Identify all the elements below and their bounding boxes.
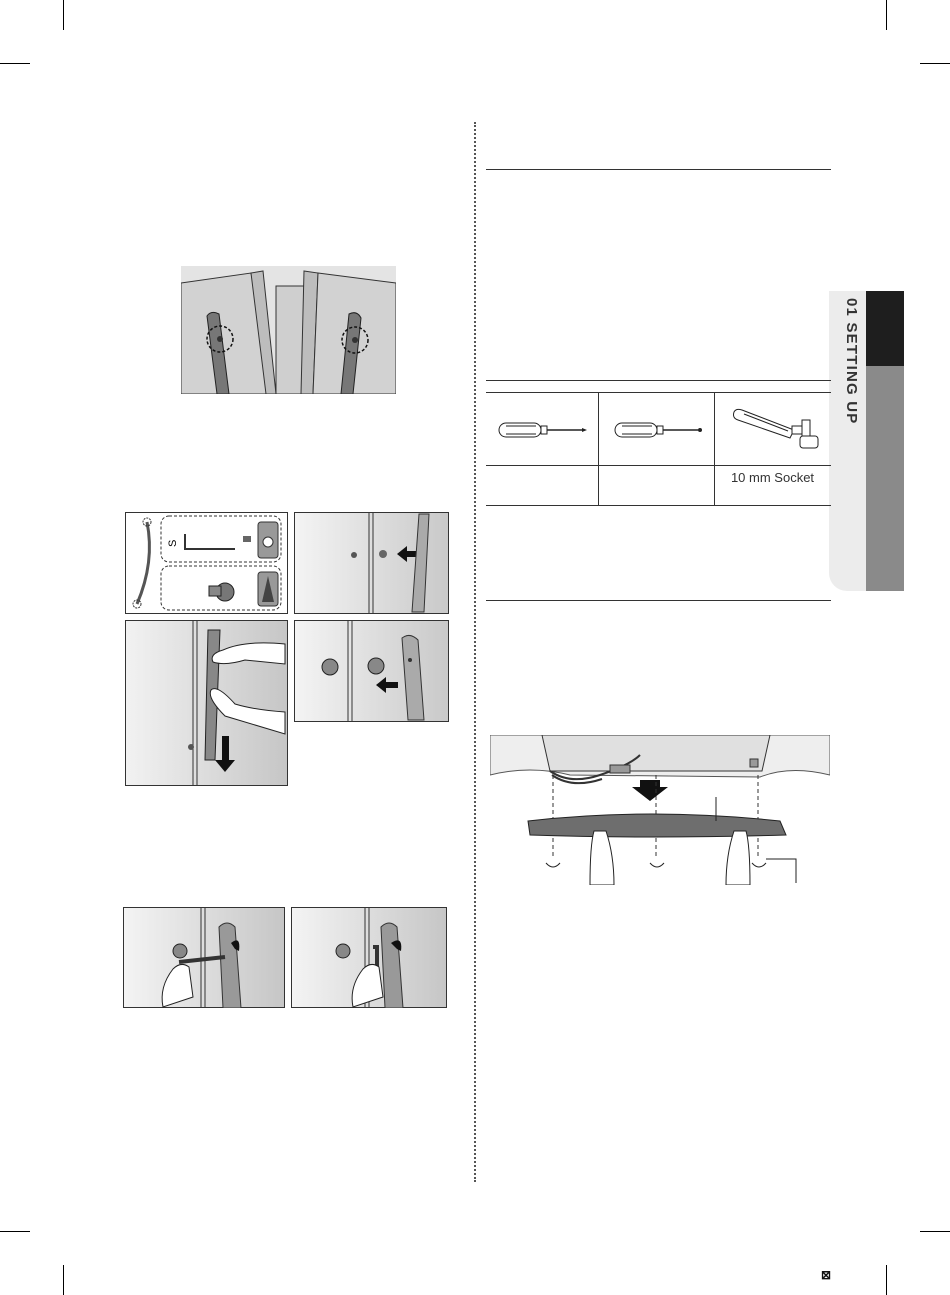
- table-rule: [486, 392, 831, 393]
- tool-3-label: 10 mm Socket: [730, 470, 815, 485]
- crop-mark: [0, 1231, 30, 1232]
- crop-mark: [63, 1265, 64, 1295]
- hex-wrench-tighten-figure: [123, 907, 285, 1008]
- table-col-divider: [714, 392, 715, 505]
- handle-parts-figure: [125, 512, 288, 614]
- hex-wrench-rotate-figure: [291, 907, 447, 1008]
- table-rule: [486, 380, 831, 381]
- handle-insert-figure: [294, 512, 449, 614]
- section-rule: [486, 600, 831, 601]
- crop-mark: [886, 0, 887, 30]
- table-col-divider: [598, 392, 599, 505]
- section-tab-grey: [866, 366, 904, 591]
- crop-mark: [920, 63, 950, 64]
- flathead-screwdriver-icon: [498, 418, 588, 442]
- socket-wrench-icon: [730, 406, 822, 452]
- section-tab-dark: [866, 291, 904, 366]
- tools-table: [486, 380, 831, 506]
- section-rule: [486, 169, 831, 170]
- door-handles-figure: [181, 266, 396, 394]
- handle-slide-figure: [294, 620, 449, 722]
- crop-mark: [0, 63, 30, 64]
- crop-mark: [63, 0, 64, 30]
- crop-mark: [886, 1265, 887, 1295]
- table-rule: [486, 465, 831, 466]
- cover-install-figure: [490, 735, 830, 885]
- column-divider: [474, 122, 476, 1182]
- phillips-screwdriver-icon: [614, 418, 704, 442]
- svg-text:S: S: [167, 539, 179, 547]
- table-rule: [486, 505, 831, 506]
- section-tab-label: 01 SETTING UP: [843, 298, 860, 425]
- crop-mark: [920, 1231, 950, 1232]
- page-number: ⊠: [821, 1268, 832, 1282]
- handle-pull-figure: [125, 620, 288, 786]
